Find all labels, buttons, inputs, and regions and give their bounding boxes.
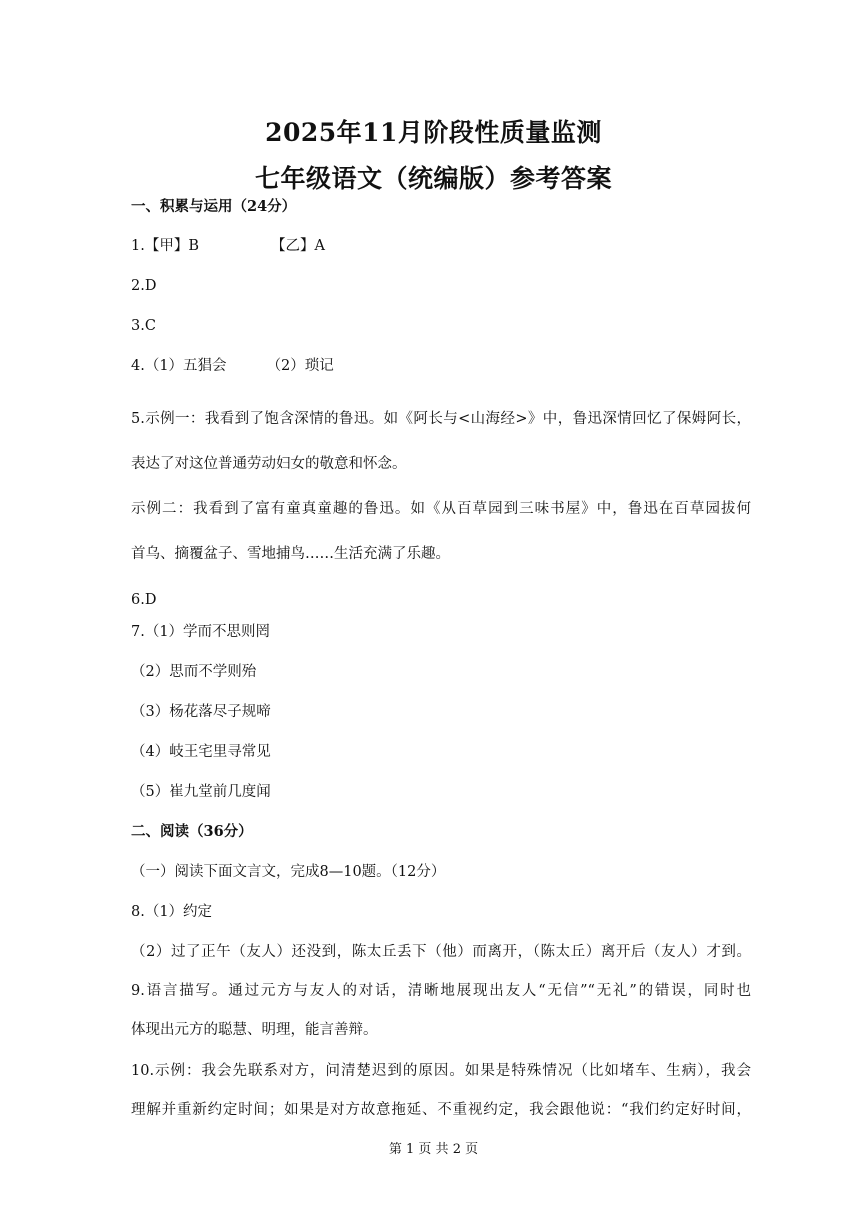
answer-q7-3: （3）杨花落尽子规啼 (131, 704, 271, 720)
answer-q10-line1: 10.示例：我会先联系对方，问清楚迟到的原因。如果是特殊情况（比如堵车、生病），我会 (131, 1063, 751, 1079)
answer-q1-jia: 1.【甲】B (131, 238, 199, 254)
page-title: 2025年11月阶段性质量监测 (265, 118, 602, 147)
page-number: 第 1 页 共 2 页 (388, 1142, 479, 1157)
answer-q5-line2: 表达了对这位普通劳动妇女的敬意和怀念。 (131, 456, 407, 472)
answer-q7-1: 7.（1）学而不思则罔 (131, 624, 271, 640)
answer-q5-line1: 5.示例一：我看到了饱含深情的鲁迅。如《阿长与<山海经>》中，鲁迅深情回忆了保姆阿长， (131, 411, 751, 427)
answer-q6: 6.D (131, 592, 157, 608)
answer-q7-4: （4）岐王宅里寻常见 (131, 744, 271, 760)
answer-q1 (131, 236, 751, 256)
answer-q5-line3: 示例二：我看到了富有童真童趣的鲁迅。如《从百草园到三味书屋》中，鲁迅在百草园拔何 (131, 501, 751, 517)
answer-q1-yi: 【乙】A (271, 238, 325, 254)
section-heading-accumulation: 一、积累与运用（24分） (131, 198, 297, 215)
reading-subsection-1: （一）阅读下面文言文，完成8—10题。（12分） (131, 864, 446, 880)
answer-q7-2: （2）思而不学则殆 (131, 664, 257, 680)
answer-q9-line2: 体现出元方的聪慧、明理，能言善辩。 (131, 1022, 378, 1038)
answer-q8-2: （2）过了正午（友人）还没到，陈太丘丢下（他）而离开，（陈太丘）离开后（友人）才到。 (131, 944, 751, 960)
answer-q4-part2: （2）琐记 (266, 358, 334, 374)
answer-q4 (131, 356, 751, 376)
answer-q7-5: （5）崔九堂前几度闻 (131, 784, 271, 800)
answer-q8-1: 8.（1）约定 (131, 904, 213, 920)
answer-q2: 2.D (131, 278, 157, 294)
section-heading-reading: 二、阅读（36分） (131, 823, 253, 840)
answer-q10-line2: 理解并重新约定时间；如果是对方故意拖延、不重视约定，我会跟他说：“我们约定好时间， (131, 1102, 751, 1118)
answer-q4-part1: 4.（1）五猖会 (131, 358, 227, 374)
answer-q5-line4: 首乌、摘覆盆子、雪地捕鸟……生活充满了乐趣。 (131, 546, 450, 562)
answer-q3: 3.C (131, 318, 156, 334)
answer-q9-line1: 9.语言描写。通过元方与友人的对话，清晰地展现出友人“无信”“无礼”的错误，同时也 (131, 983, 751, 999)
page-subtitle: 七年级语文（统编版）参考答案 (254, 164, 612, 193)
